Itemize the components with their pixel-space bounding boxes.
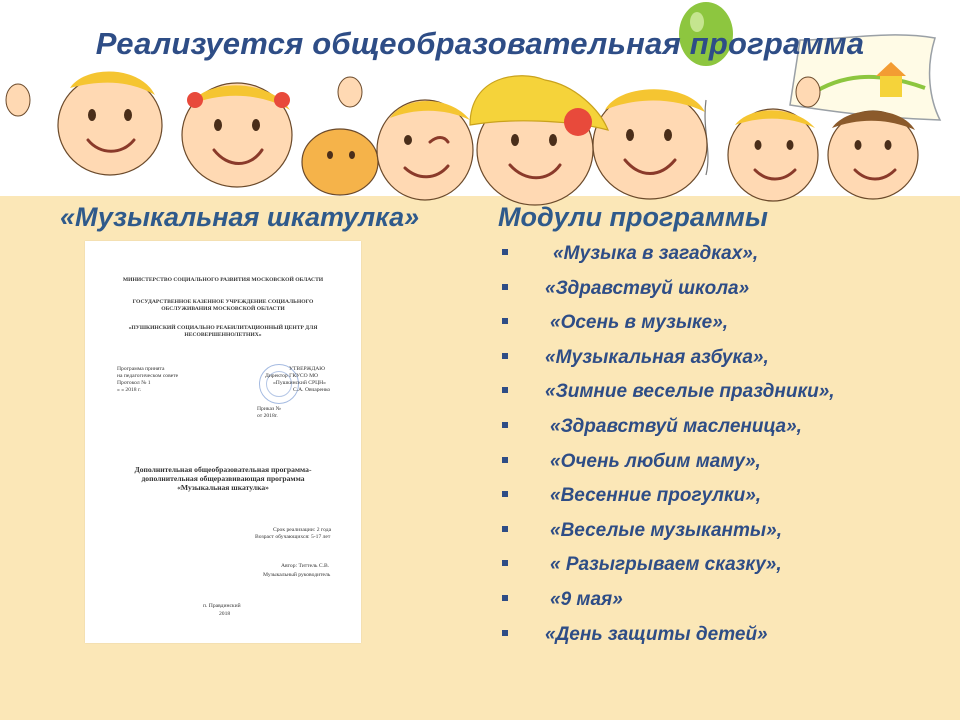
list-item [494, 414, 934, 449]
doc-approve-4: С.А. Овчаренко [293, 387, 331, 393]
doc-age: Возраст обучающихся: 5-17 лет [255, 534, 331, 540]
doc-accepted-4: « » 2018 г. [117, 387, 142, 393]
module-label: «Веселые музыканты», [550, 519, 782, 541]
list-item [494, 518, 934, 553]
module-label: «Зимние веселые праздники», [545, 381, 835, 403]
doc-institution: ГОСУДАРСТВЕННОЕ КАЗЕННОЕ УЧРЕЖДЕНИЕ СОЦИАЛЬНОГО ОБСЛУЖИВАНИЯ МОСКОВСКОЙ ОБЛАСТИ [132, 299, 314, 312]
module-label: «Весенние прогулки», [550, 485, 762, 507]
list-item [494, 622, 934, 657]
list-item [494, 449, 934, 484]
module-label: «Очень любим маму», [550, 450, 761, 472]
doc-program-line-2: дополнительная общеразвивающая программа [141, 474, 305, 483]
module-label: «Музыкальная азбука», [545, 346, 769, 368]
doc-order-2: от 2018г. [257, 413, 278, 419]
modules-list [494, 241, 934, 656]
bullet-icon [502, 560, 508, 566]
doc-author-role: Музыкальный руководитель [263, 572, 331, 578]
list-item [494, 587, 934, 622]
bullet-icon [502, 318, 508, 324]
doc-program-line-3: «Музыкальная шкатулка» [177, 483, 269, 492]
modules-heading: Модули программы [498, 202, 768, 232]
bullet-icon [502, 630, 508, 636]
doc-program-line-1: Дополнительная общеобразовательная программа- [134, 465, 312, 474]
bullet-icon [502, 457, 508, 463]
doc-place: п. Правдинский [203, 603, 241, 609]
bullet-icon [502, 284, 508, 290]
bullet-icon [502, 422, 508, 428]
doc-approve-3: «Пушкинский СРЦН» [273, 380, 326, 386]
program-document-image [85, 241, 361, 643]
list-item [494, 241, 934, 276]
module-label: «Осень в музыке», [550, 312, 729, 334]
list-item [494, 310, 934, 345]
doc-term: Срок реализации: 2 года [273, 527, 332, 533]
bullet-icon [502, 249, 508, 255]
doc-accepted-1: Программа принята [117, 366, 165, 372]
doc-center: «ПУШКИНСКИЙ СОЦИАЛЬНО РЕАБИЛИТАЦИОННЫЙ ЦЕНТР ДЛЯ НЕСОВЕРШЕННОЛЕТНИХ» [128, 325, 318, 338]
bullet-icon [502, 353, 508, 359]
module-label: «День защиты детей» [545, 623, 768, 645]
bullet-icon [502, 526, 508, 532]
doc-approve-2: Директор ГКУСО МО [265, 373, 319, 379]
doc-year: 2018 [219, 611, 231, 617]
doc-approve-1: УТВЕРЖДАЮ [289, 366, 326, 372]
bullet-icon [502, 387, 508, 393]
module-label: «Здравствуй школа» [545, 277, 750, 299]
bullet-icon [502, 595, 508, 601]
list-item [494, 276, 934, 311]
program-name: «Музыкальная шкатулка» [60, 202, 420, 232]
module-label: « Разыгрываем сказку», [550, 554, 782, 576]
bullet-icon [502, 491, 508, 497]
list-item [494, 379, 934, 414]
doc-accepted-3: Протокол № 1 [117, 380, 151, 386]
slide-title: Реализуется общеобразовательная программа [95, 26, 865, 61]
list-item [494, 483, 934, 518]
list-item [494, 552, 934, 587]
module-label: «Здравствуй масленица», [550, 415, 802, 437]
module-label: «Музыка в загадках», [553, 243, 759, 264]
list-item [494, 345, 934, 380]
module-label: «9 мая» [550, 588, 623, 610]
doc-order-1: Приказ № [257, 406, 281, 412]
doc-ministry: МИНИСТЕРСТВО СОЦИАЛЬНОГО РАЗВИТИЯ МОСКОВСКОЙ ОБЛАСТИ [122, 277, 324, 283]
doc-author: Автор: Титтель С.В. [281, 563, 330, 569]
doc-accepted-2: на педагогическом совете [117, 373, 179, 379]
